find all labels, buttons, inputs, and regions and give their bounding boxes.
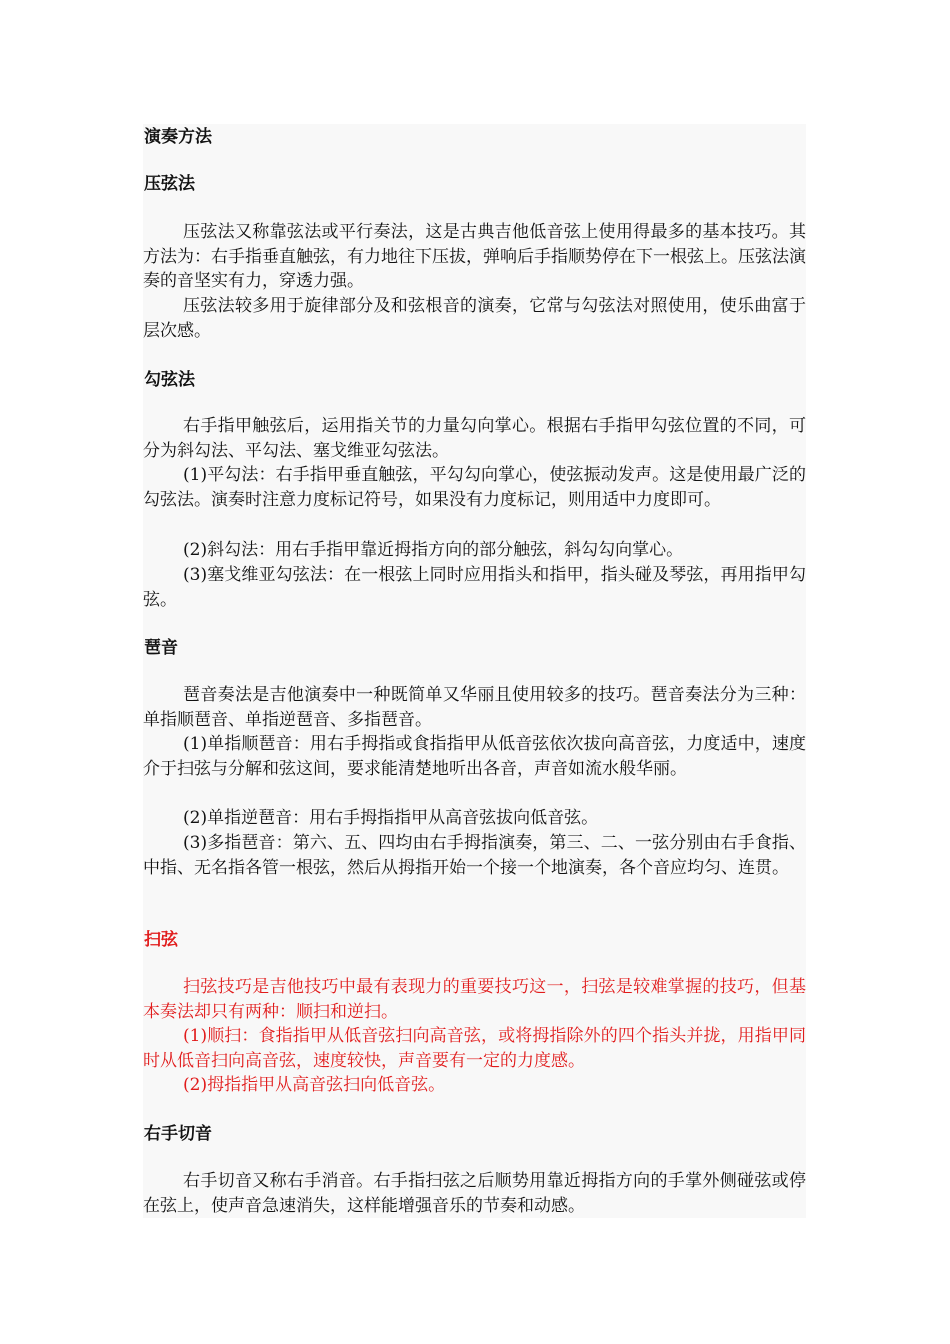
paragraph: 压弦法又称靠弦法或平行奏法，这是古典吉他低音弦上使用得最多的基本技巧。其方法为：右手指垂直触弦，有力地往下压拔，弹响后手指顺势停在下一根弦上。压弦法演奏的音坚实有力，穿透力强。 — [143, 222, 806, 291]
section-title-strum: 扫弦 — [144, 930, 178, 950]
paragraph: (2)斜勾法：用右手指甲靠近拇指方向的部分触弦，斜勾勾向掌心。 — [183, 540, 684, 560]
paragraph: 右手指甲触弦后，运用指关节的力量勾向掌心。根据右手指甲勾弦位置的不同，可分为斜勾法、平勾法、塞戈维亚勾弦法。 — [143, 416, 806, 461]
paragraph: (2)拇指指甲从高音弦扫向低音弦。 — [183, 1075, 446, 1095]
section-title-arpeggio: 琶音 — [144, 638, 178, 658]
paragraph: 压弦法较多用于旋律部分及和弦根音的演奏，它常与勾弦法对照使用，使乐曲富于层次感。 — [143, 296, 806, 341]
page-title: 演奏方法 — [144, 127, 212, 147]
paragraph: (3)多指琶音：第六、五、四均由右手拇指演奏，第三、二、一弦分别由右手食指、中指、无名指各管一根弦，然后从拇指开始一个接一个地演奏，各个音应均匀、连贯。 — [143, 833, 806, 878]
section-title-right-hand-mute: 右手切音 — [144, 1124, 212, 1144]
paragraph: 扫弦技巧是吉他技巧中最有表现力的重要技巧这一，扫弦是较难掌握的技巧，但基本奏法却只有两种：顺扫和逆扫。 — [143, 977, 806, 1022]
paragraph: (2)单指逆琶音：用右手拇指指甲从高音弦拔向低音弦。 — [183, 808, 599, 828]
section-title-press-string: 压弦法 — [144, 174, 195, 194]
paragraph: 琶音奏法是吉他演奏中一种既简单又华丽且使用较多的技巧。琶音奏法分为三种：单指顺琶音、单指逆琶音、多指琶音。 — [143, 685, 806, 730]
section-title-hook-string: 勾弦法 — [144, 370, 195, 390]
paragraph: (1)顺扫：食指指甲从低音弦扫向高音弦，或将拇指除外的四个指头并拢，用指甲同时从低音扫向高音弦，速度较快，声音要有一定的力度感。 — [143, 1026, 806, 1071]
paragraph: (1)平勾法：右手指甲垂直触弦，平勾勾向掌心，使弦振动发声。这是使用最广泛的勾弦法。演奏时注意力度标记符号，如果没有力度标记，则用适中力度即可。 — [143, 465, 806, 510]
paragraph: (3)塞戈维亚勾弦法：在一根弦上同时应用指头和指甲，指头碰及琴弦，再用指甲勾弦。 — [143, 565, 806, 610]
paragraph: 右手切音又称右手消音。右手指扫弦之后顺势用靠近拇指方向的手掌外侧碰弦或停在弦上，使声音急速消失，这样能增强音乐的节奏和动感。 — [143, 1171, 806, 1216]
paragraph: (1)单指顺琶音：用右手拇指或食指指甲从低音弦依次拔向高音弦，力度适中，速度介于扫弦与分解和弦这间，要求能清楚地听出各音，声音如流水般华丽。 — [143, 734, 806, 779]
